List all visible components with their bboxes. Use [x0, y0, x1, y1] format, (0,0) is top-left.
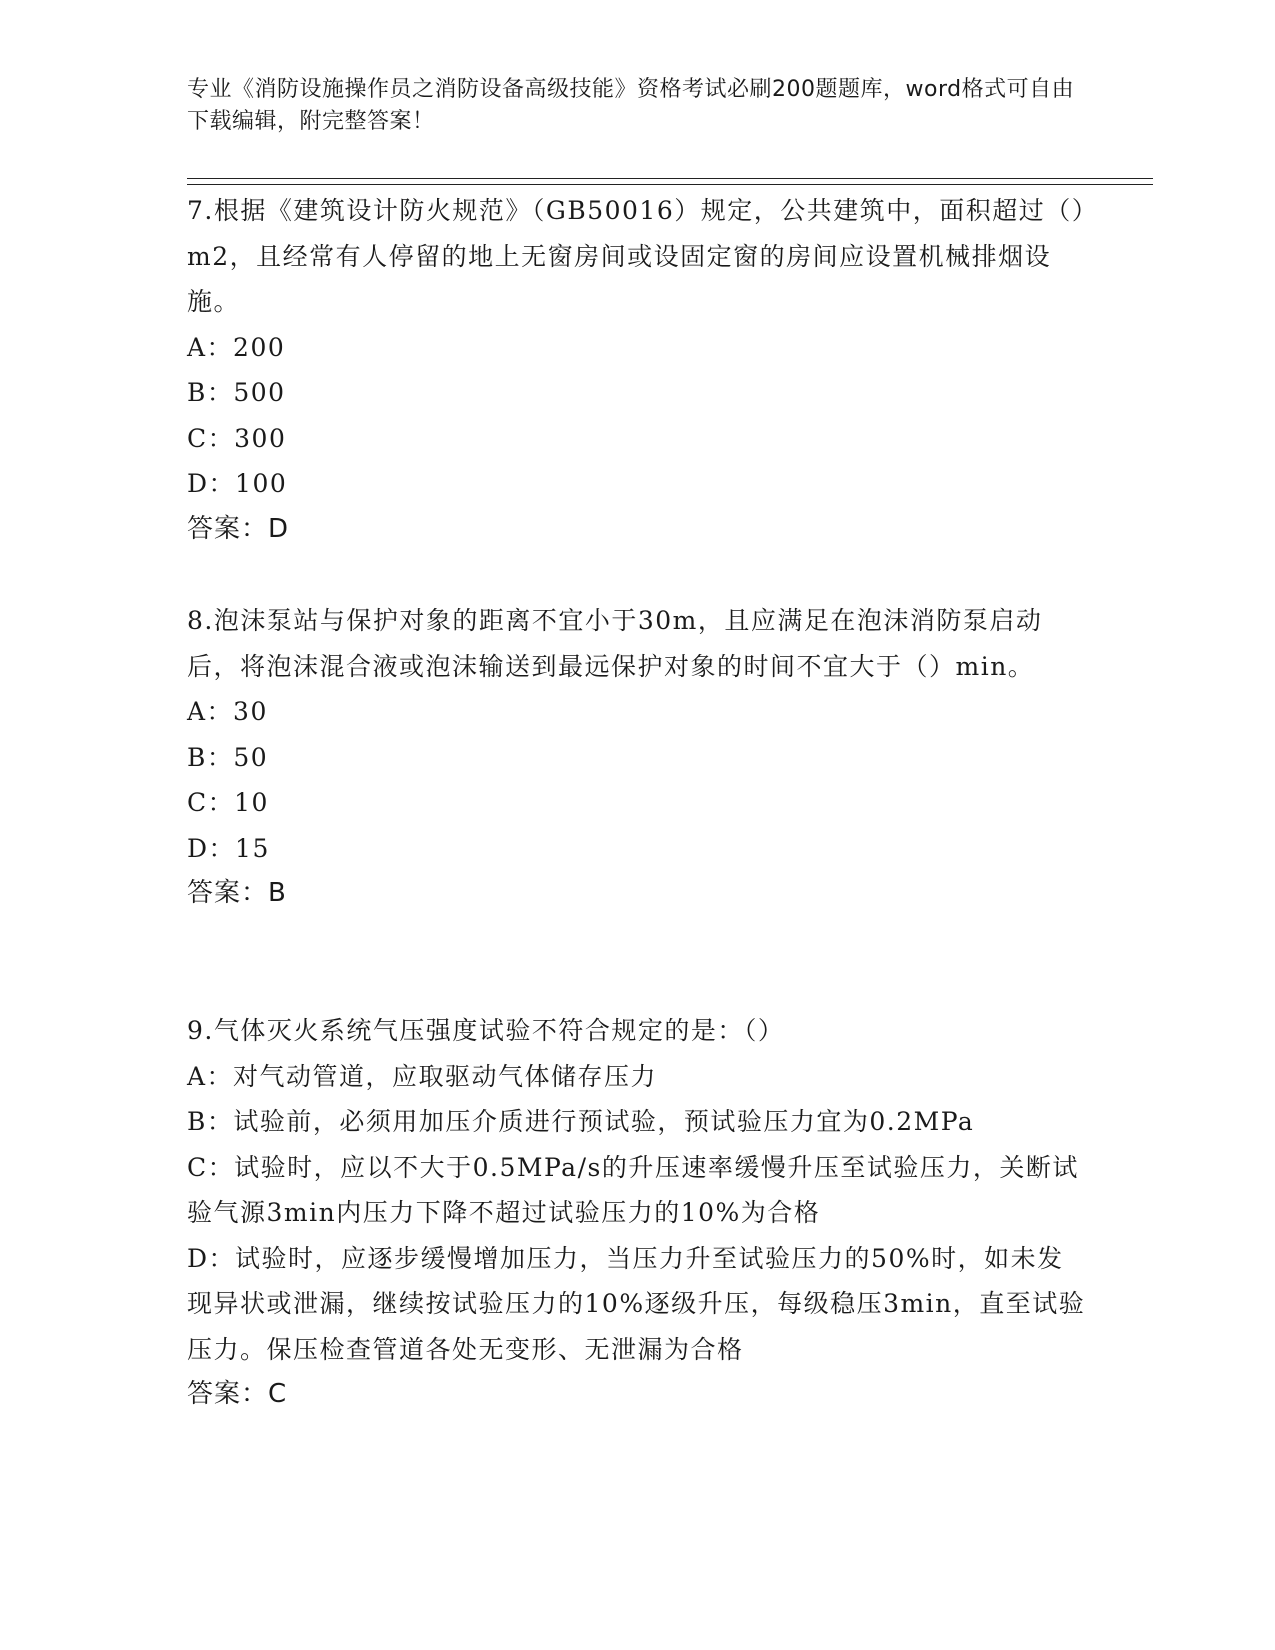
option-c: C：试验时，应以不大于0.5MPa/s的升压速率缓慢升压至试验压力，关断试验气源3min内压力下降不超过试验压力的10%为合格 — [187, 1152, 1079, 1227]
question-stem: 8.泡沫泵站与保护对象的距离不宜小于30m，且应满足在泡沫消防泵启动后，将泡沫混合液或泡沫输送到最远保护对象的时间不宜大于（）min。 — [187, 606, 1043, 681]
option-d: D：试验时，应逐步缓慢增加压力，当压力升至试验压力的50%时，如未发现异状或泄漏，继续按试验压力的10%逐级升压，每级稳压3min，直至试验压力。保压检查管道各处无变形、无泄漏为合格 — [187, 1243, 1086, 1364]
answer-label: 答案：C — [187, 1379, 288, 1409]
question-8 — [187, 598, 1087, 917]
option-b: B：500 — [187, 378, 286, 407]
option-a: A：200 — [187, 332, 286, 362]
header-divider-top — [187, 178, 1153, 179]
question-stem: 9.气体灭火系统气压强度试验不符合规定的是：（） — [187, 1016, 785, 1045]
option-a: A：30 — [187, 697, 268, 726]
question-9 — [187, 1008, 1087, 1418]
question-7 — [187, 188, 1087, 552]
answer-label: 答案：B — [187, 878, 287, 908]
answer-label: 答案：D — [187, 513, 290, 544]
option-c: C：300 — [187, 423, 287, 453]
option-d: D：100 — [187, 469, 288, 498]
option-d: D：15 — [187, 833, 270, 863]
document-intro: 专业《消防设施操作员之消防设备高级技能》资格考试必刷200题题库，word格式可自由下载编辑，附完整答案！ — [187, 77, 1075, 134]
header-divider-bottom — [187, 184, 1153, 185]
option-b: B：试验前，必须用加压介质进行预试验，预试验压力宜为0.2MPa — [187, 1107, 975, 1136]
option-a: A：对气动管道，应取驱动气体储存压力 — [187, 1061, 658, 1091]
option-c: C：10 — [187, 788, 269, 817]
question-stem: 7.根据《建筑设计防火规范》（GB50016）规定，公共建筑中，面积超过（）m2，且经常有人停留的地上无窗房间或设固定窗的房间应设置机械排烟设施。 — [187, 196, 1086, 316]
option-b: B：50 — [187, 742, 269, 772]
